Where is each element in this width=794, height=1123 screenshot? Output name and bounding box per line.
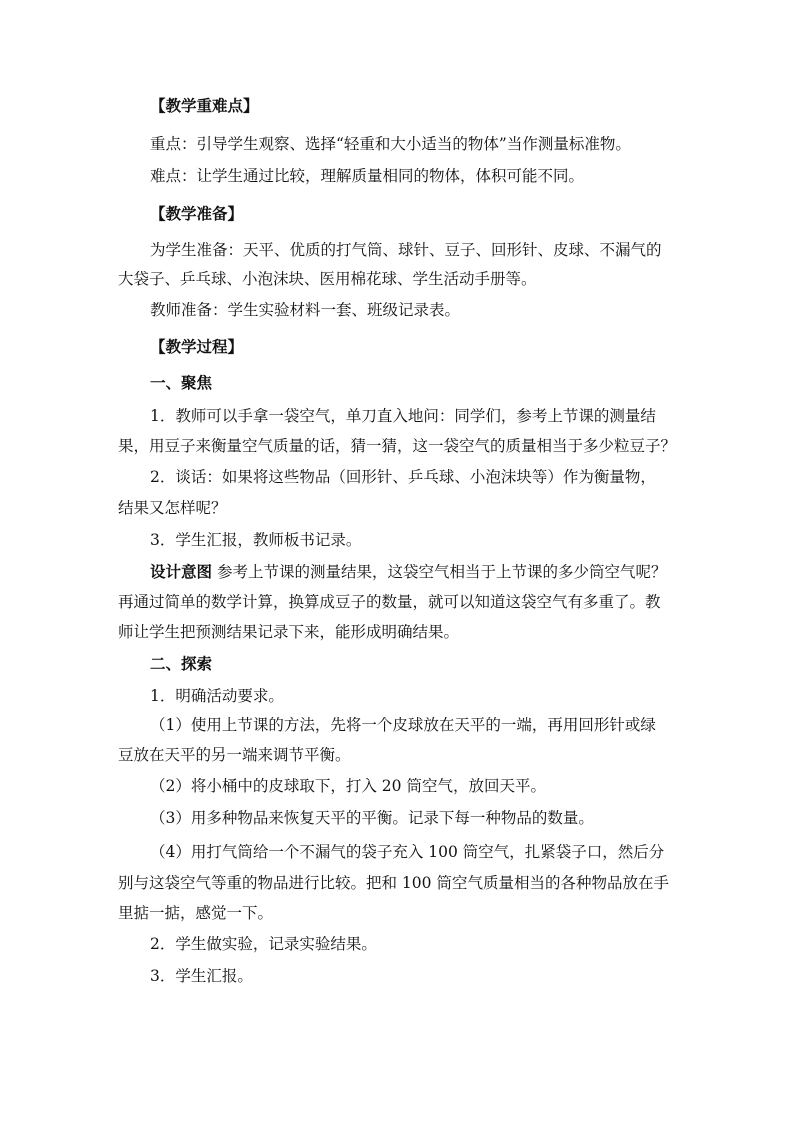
design-intent-line-2: 再通过简单的数学计算，换算成豆子的数量，就可以知道这袋空气有多重了。教 bbox=[118, 593, 661, 611]
focus-item-2-line-1: 2．谈话：如果将这些物品（回形针、乒乓球、小泡沫块等）作为衡量物， bbox=[150, 468, 656, 486]
focus-item-1-line-2: 果，用豆子来衡量空气质量的话，猜一猜，这一袋空气的质量相当于多少粒豆子？ bbox=[118, 437, 677, 455]
requirement-3: （3）用多种物品来恢复天平的平衡。记录下每一种物品的数量。 bbox=[150, 809, 594, 827]
focus-item-1-line-1: 1．教师可以手拿一袋空气，单刀直入地问：同学们，参考上节课的测量结 bbox=[150, 407, 656, 425]
requirement-1-line-1: （1）使用上节课的方法，先将一个皮球放在天平的一端，再用回形针或绿 bbox=[150, 716, 656, 734]
design-intent-label: 设计意图 bbox=[150, 562, 213, 581]
requirement-1-line-2: 豆放在天平的另一端来调节平衡。 bbox=[118, 746, 351, 764]
explore-item-2: 2．学生做实验，记录实验结果。 bbox=[150, 935, 377, 953]
focus-item-3: 3．学生汇报，教师板书记录。 bbox=[150, 531, 362, 549]
requirement-4-line-2: 别与这袋空气等重的物品进行比较。把和 100 筒空气质量相当的各种物品放在手 bbox=[118, 874, 669, 892]
design-intent-line-3: 师让学生把预测结果记录下来，能形成明确结果。 bbox=[118, 623, 460, 641]
explore-item-3: 3．学生汇报。 bbox=[150, 967, 253, 985]
requirement-2: （2）将小桶中的皮球取下，打入 20 筒空气，放回天平。 bbox=[150, 777, 546, 795]
requirement-4-line-1: （4）用打气筒给一个不漏气的袋子充入 100 筒空气，扎紧袋子口，然后分 bbox=[150, 843, 665, 861]
section-heading-keypoints: 【教学重难点】 bbox=[150, 96, 259, 115]
focus-item-2-line-2: 结果又怎样呢？ bbox=[118, 499, 227, 517]
section-heading-process: 【教学过程】 bbox=[150, 337, 244, 356]
subheading-explore: 二、探索 bbox=[150, 654, 213, 673]
section-heading-prep: 【教学准备】 bbox=[150, 204, 244, 223]
design-intent-line-1 bbox=[150, 562, 666, 582]
prep-teacher-paragraph: 教师准备：学生实验材料一套、班级记录表。 bbox=[150, 301, 461, 319]
prep-students-line-1: 为学生准备：天平、优质的打气筒、球针、豆子、回形针、皮球、不漏气的 bbox=[150, 241, 662, 259]
subheading-focus: 一、聚焦 bbox=[150, 373, 213, 392]
explore-item-1: 1．明确活动要求。 bbox=[150, 687, 284, 705]
difficulty-paragraph: 难点：让学生通过比较，理解质量相同的物体，体积可能不同。 bbox=[150, 167, 585, 185]
keypoint-paragraph: 重点：引导学生观察、选择“轻重和大小适当的物体”当作测量标准物。 bbox=[150, 135, 631, 153]
design-intent-text-1: 参考上节课的测量结果，这袋空气相当于上节课的多少筒空气呢？ bbox=[216, 563, 667, 581]
prep-students-line-2: 大袋子、乒乓球、小泡沫块、医用棉花球、学生活动手册等。 bbox=[118, 270, 537, 288]
requirement-4-line-3: 里掂一掂，感觉一下。 bbox=[118, 904, 274, 922]
